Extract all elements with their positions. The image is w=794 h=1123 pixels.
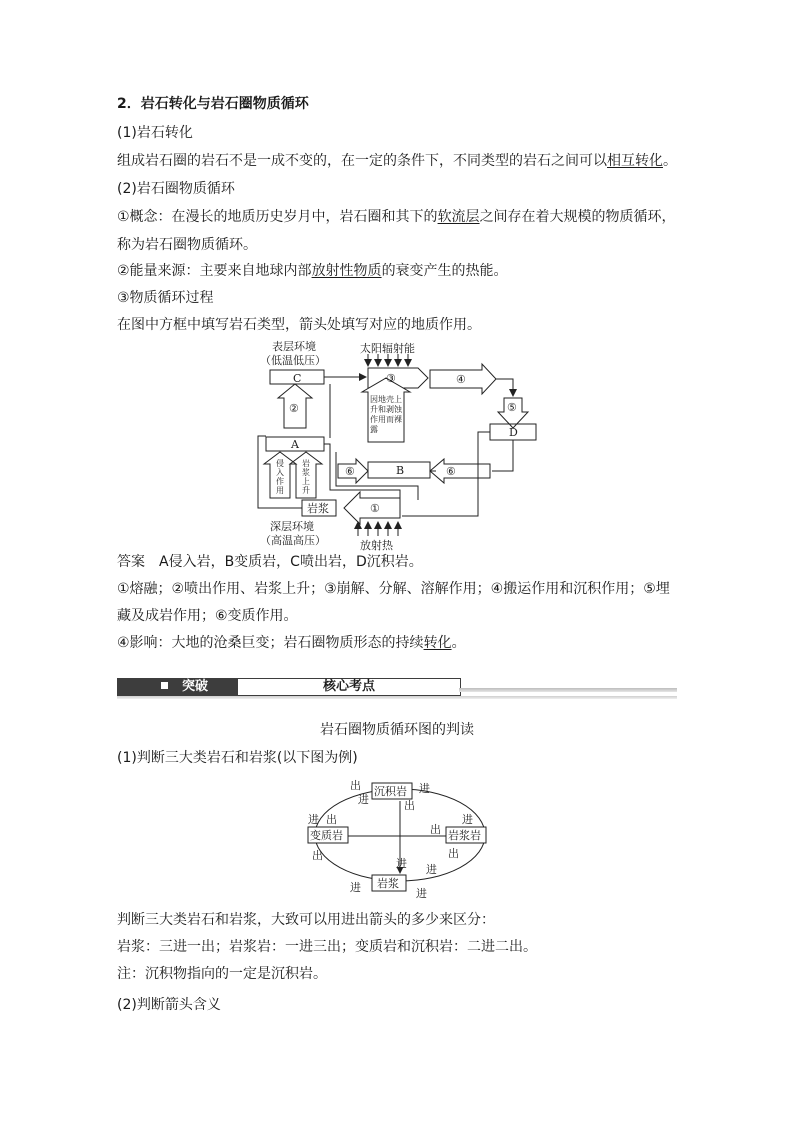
answer-line-2: ①熔融；②喷出作用、岩浆上升；③崩解、分解、溶解作用；④搬运作用和沉积作用；⑤埋: [117, 581, 670, 597]
label-out-3: 出: [326, 813, 337, 826]
label-magma: 岩浆: [307, 502, 329, 515]
label-in-5: 进: [396, 857, 407, 870]
label-igneous: 岩浆岩: [448, 829, 481, 842]
label-metamorphic: 变质岩: [310, 829, 343, 842]
label-n6-left: ⑥: [345, 465, 355, 478]
label-out-4: 出: [430, 823, 441, 836]
band-shadow: [117, 696, 677, 699]
intrude-text-4: 用: [276, 486, 284, 495]
label-deep-env: 深层环境: [270, 520, 314, 533]
subheading-rock-transform: (1)岩石转化: [117, 125, 193, 141]
rock-cycle-diagram: [250, 340, 550, 555]
label-surface-env: 表层环境: [272, 340, 316, 353]
label-solar: 太阳辐射能: [360, 342, 415, 355]
label-n6-right: ⑥: [446, 465, 456, 478]
magma-rise-text-4: 升: [302, 486, 310, 495]
section-heading: 2．岩石转化与岩石圈物质循环: [117, 96, 309, 112]
label-box-a: A: [291, 438, 299, 451]
uplift-text-2: 升和剥蚀: [370, 405, 402, 414]
section-band: [117, 678, 677, 698]
intrude-text-1: 侵: [276, 459, 284, 468]
label-box-c: C: [293, 372, 302, 385]
label-sedimentary: 沉积岩: [374, 785, 407, 798]
label-in-4: 进: [462, 813, 473, 826]
label-n2: ②: [289, 402, 299, 415]
label-out-6: 出: [448, 847, 459, 860]
label-in-3: 进: [308, 813, 319, 826]
label-deep-cond: （高温高压）: [260, 534, 326, 547]
label-n1: ①: [370, 502, 380, 515]
label-magma2: 岩浆: [377, 877, 399, 890]
label-out-5: 出: [312, 849, 323, 862]
label-in-6: 进: [426, 863, 437, 876]
label-out-1: 出: [350, 779, 361, 792]
paragraph-task: 在图中方框中填写岩石类型，箭头处填写对应的地质作用。: [117, 317, 481, 333]
label-in-1: 进: [419, 782, 430, 795]
rules-counts: 岩浆：三进一出；岩浆岩：一进三出；变质岩和沉积岩：二进二出。: [117, 939, 537, 955]
paragraph-energy: ②能量来源：主要来自地球内部放射性物质的衰变产生的热能。: [117, 263, 508, 279]
magma-rise-text-3: 上: [302, 477, 310, 486]
subheading-cycle: (2)岩石圈物质循环: [117, 181, 235, 197]
intrude-text-3: 作: [276, 477, 284, 486]
paragraph-concept: ①概念：在漫长的地质历史岁月中，岩石圈和其下的软流层之间存在着大规模的物质循环，: [117, 209, 676, 225]
rules-intro: 判断三大类岩石和岩浆，大致可以用进出箭头的多少来区分：: [117, 912, 495, 928]
band-tag: 突破: [117, 678, 237, 696]
uplift-text-1: 因地壳上: [370, 395, 402, 404]
band-label: 核心考点: [237, 678, 461, 696]
label-n3: ③: [386, 372, 396, 385]
subheading-arrow-meaning: (2)判断箭头含义: [117, 997, 221, 1013]
rules-note: 注：沉积物指向的一定是沉积岩。: [117, 966, 327, 982]
band-rule: [459, 688, 677, 692]
topic-title: 岩石圈物质循环图的判读: [320, 722, 474, 738]
paragraph-concept-line2: 称为岩石圈物质循环。: [117, 237, 257, 253]
rock-judgement-diagram: [300, 775, 500, 900]
label-in-2: 进: [358, 793, 369, 806]
uplift-text-4: 露: [370, 425, 378, 434]
uplift-text-3: 作用而裸: [370, 415, 402, 424]
label-out-2: 出: [404, 799, 415, 812]
intrude-text-2: 入: [276, 468, 284, 477]
label-box-d: D: [509, 426, 518, 439]
subheading-judge-rocks: (1)判断三大类岩石和岩浆(以下图为例): [117, 750, 358, 766]
paragraph-process: ③物质循环过程: [117, 290, 214, 306]
paragraph-rock-transform: 组成岩石圈的岩石不是一成不变的，在一定的条件下，不同类型的岩石之间可以相互转化。: [117, 153, 677, 169]
label-n5: ⑤: [507, 401, 517, 414]
magma-rise-text-1: 岩: [302, 459, 310, 468]
square-icon: [161, 682, 168, 689]
label-in-8: 进: [416, 887, 427, 900]
answer-line-3: 藏及成岩作用；⑥变质作用。: [117, 608, 298, 624]
label-box-b: B: [396, 464, 405, 477]
paragraph-impact: ④影响：大地的沧桑巨变；岩石圈物质形态的持续转化。: [117, 635, 466, 651]
label-n4: ④: [456, 373, 466, 386]
label-in-7: 进: [350, 881, 361, 894]
label-surface-cond: （低温低压）: [260, 354, 326, 367]
answer-line-1: 答案 A侵入岩，B变质岩，C喷出岩，D沉积岩。: [117, 554, 423, 570]
arrow-6-right: [430, 459, 490, 483]
label-radio-heat: 放射热: [360, 539, 393, 552]
magma-rise-text-2: 浆: [302, 468, 310, 477]
